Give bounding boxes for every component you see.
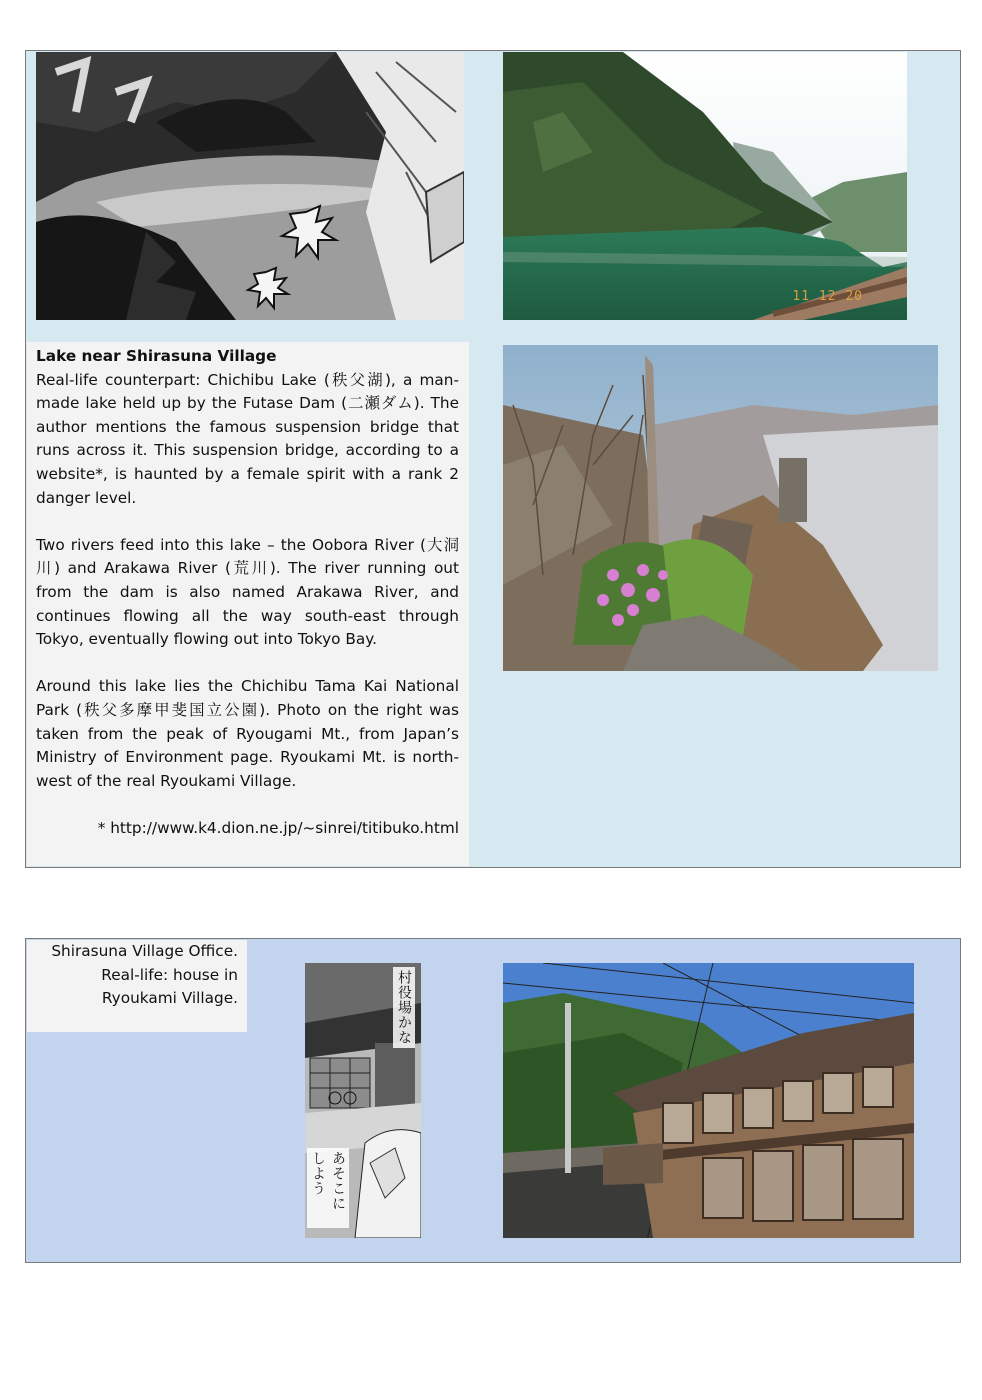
manga-village-office-panel: [305, 963, 421, 1238]
paragraph-counterpart: Real-life counterpart: Chichibu Lake (秩父湖), a man-made lake held up by the Futase Dam (二瀬ダム). The author mentions the famous suspension bridge that runs across it. This suspension bridge, according to a website*, is haunted by a female spirit with a rank 2 danger level.: [36, 370, 459, 507]
caption-line-1: Shirasuna Village Office.: [51, 942, 238, 960]
section-title: Lake near Shirasuna Village: [36, 347, 277, 365]
village-office-caption: [36, 940, 238, 1011]
house-photo-illustration: [503, 963, 914, 1238]
photo-date-stamp: 11 12 20: [792, 289, 863, 304]
photo-chichibu-lake: [503, 52, 907, 320]
paragraph-national-park: Around this lake lies the Chichibu Tama Kai National Park (秩父多摩甲斐国立公園). Photo on the right was taken from the peak of Ryougami Mt., from Japan’s Ministry of Environment page. Ryoukami Mt. is north-west of the real Ryoukami Village.: [36, 677, 459, 790]
manga-lake-panel: [36, 52, 464, 320]
manga-speech-bottom: あそこにしよう: [307, 1148, 349, 1228]
mountain-peak-illustration: [503, 345, 938, 671]
paragraph-rivers: Two rivers feed into this lake – the Oobora River (大洞川) and Arakawa River (荒川). The river running out from the dam is also named Arakawa River, and continues flowing all the way south-east through Tokyo, eventually flowing out into Tokyo Bay.: [36, 535, 459, 649]
manga-speech-top: 村役場かな: [393, 967, 415, 1048]
manga-lake-illustration: [36, 52, 464, 320]
photo-ryougami-peak: [503, 345, 938, 671]
photo-ryoukami-house: [503, 963, 914, 1238]
caption-line-2: Real-life: house in: [101, 965, 238, 984]
lake-photo-illustration: [503, 52, 907, 320]
footnote-url[interactable]: * http://www.k4.dion.ne.jp/~sinrei/titibuko.html: [97, 818, 459, 837]
caption-line-3: Ryoukami Village.: [101, 989, 238, 1008]
lake-description: [36, 345, 459, 840]
